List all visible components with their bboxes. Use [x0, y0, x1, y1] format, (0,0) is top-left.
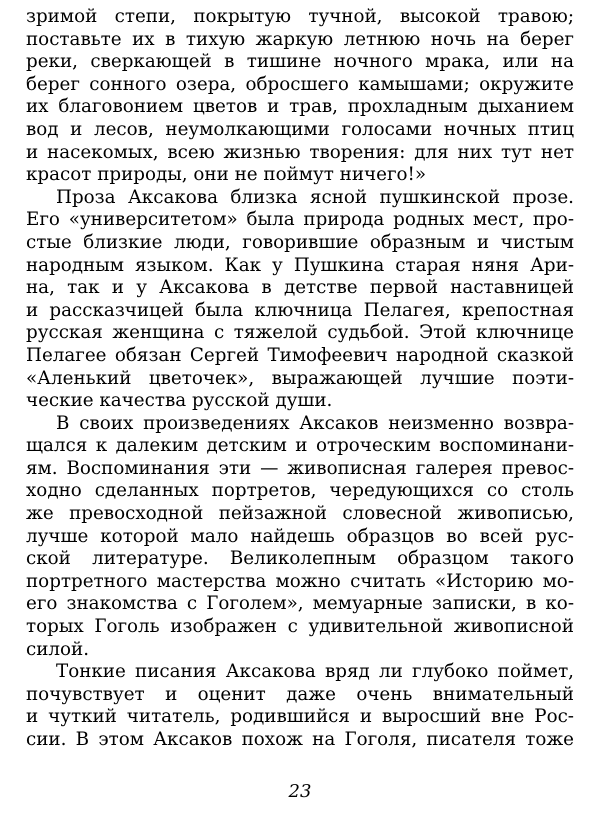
text-line: на, так и у Аксакова в детстве первой наставницей: [26, 277, 574, 299]
text-line: торых Гоголь изображен с удивительной живописной: [26, 616, 574, 638]
text-line: вод и лесов, неумолкающими голосами ночных птиц: [26, 118, 574, 140]
text-line: реки, сверкающей в тишине ночного мрака, или на: [26, 51, 574, 73]
text-line: ям. Воспоминания эти — живописная галерея превос-: [26, 457, 574, 479]
text-line: русская женщина с тяжелой судьбой. Этой ключнице: [26, 322, 574, 344]
paragraph-2: [26, 187, 574, 413]
text-line: сии. В этом Аксаков похож на Гоголя, писателя тоже: [26, 729, 574, 750]
text-line: ской литературе. Великолепным образцом такого: [26, 548, 574, 570]
text-line: Проза Аксакова близка ясной пушкинской прозе.: [56, 186, 574, 208]
text-line: В своих произведениях Аксаков неизменно возвра-: [56, 412, 574, 434]
text-line: Пелагее обязан Сергей Тимофеевич народной сказкой: [26, 344, 574, 366]
page-number: 23: [288, 781, 312, 802]
text-line: лучше которой мало найдешь образцов во всей рус-: [26, 525, 574, 547]
paragraph-3: [26, 413, 574, 662]
text-line: поставьте их в тихую жаркую летнюю ночь на берег: [26, 28, 574, 50]
text-line: щался к далеким детским и отроческим воспоминани-: [26, 435, 574, 457]
text-line: и рассказчицей была ключница Пелагея, крепостная: [26, 299, 574, 321]
text-line: же превосходной пейзажной словесной живописью,: [26, 503, 574, 525]
text-line: и чуткий читатель, родившийся и выросший вне Рос-: [26, 706, 574, 728]
text-line: и насекомых, всею жизнью творения: для них тут нет: [26, 141, 574, 163]
text-line: их благовонием цветов и трав, прохладным дыханием: [26, 96, 574, 118]
text-line: зримой степи, покрытую тучной, высокой травою;: [26, 6, 574, 27]
paragraph-1: [26, 6, 574, 187]
text-line: Тонкие писания Аксакова вряд ли глубоко поймет,: [56, 661, 574, 683]
text-line: Его «университетом» была природа родных мест, про-: [26, 209, 574, 231]
text-line: народным языком. Как у Пушкина старая няня Ари-: [26, 254, 574, 276]
text-line: его знакомства с Гоголем», мемуарные записки, в ко-: [26, 593, 574, 615]
paragraph-4: [26, 661, 574, 751]
text-line: силой.: [26, 638, 90, 660]
text-line: берег сонного озера, обросшего камышами; окружите: [26, 73, 574, 95]
text-line: почувствует и оценит даже очень внимательный: [26, 683, 574, 705]
text-line: «Аленький цветочек», выражающей лучшие поэти-: [26, 367, 574, 389]
text-line: ходно сделанных портретов, чередующихся со столь: [26, 480, 574, 502]
text-line: портретного мастерства можно считать «Историю мо-: [26, 570, 574, 592]
text-line: стые близкие люди, говорившие образным и чистым: [26, 231, 574, 253]
text-line: красот природы, они не поймут ничего!»: [26, 164, 427, 186]
text-line: ческие качества русской души.: [26, 390, 333, 412]
